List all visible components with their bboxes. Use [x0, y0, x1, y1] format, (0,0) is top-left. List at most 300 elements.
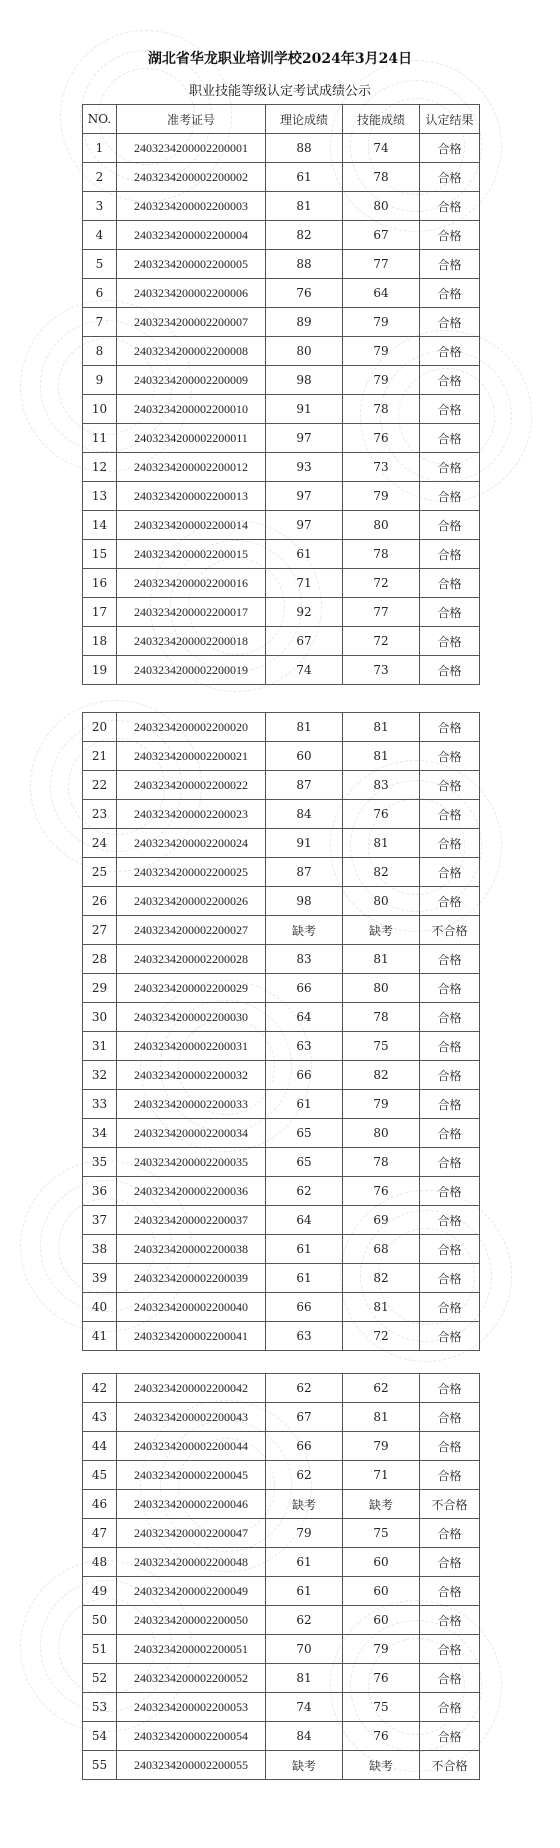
- row-no: 9: [83, 366, 117, 395]
- exam-id: 2403234200002200039: [117, 1264, 266, 1293]
- exam-id: 2403234200002200049: [117, 1577, 266, 1606]
- table-row: [83, 916, 480, 945]
- row-no: 6: [83, 279, 117, 308]
- result: 合格: [420, 250, 480, 279]
- theory-score: 79: [266, 1519, 343, 1548]
- table-row: [83, 1577, 480, 1606]
- skill-score: 60: [343, 1606, 420, 1635]
- exam-id: 2403234200002200002: [117, 163, 266, 192]
- skill-score: 79: [343, 308, 420, 337]
- theory-score: 98: [266, 887, 343, 916]
- row-no: 35: [83, 1148, 117, 1177]
- score-table-part-3: [82, 1373, 480, 1780]
- theory-score: 66: [266, 1293, 343, 1322]
- exam-id: 2403234200002200030: [117, 1003, 266, 1032]
- theory-score: 67: [266, 1403, 343, 1432]
- result: 合格: [420, 887, 480, 916]
- theory-score: 97: [266, 424, 343, 453]
- table-row: [83, 134, 480, 163]
- row-no: 42: [83, 1374, 117, 1403]
- exam-id: 2403234200002200018: [117, 627, 266, 656]
- row-no: 3: [83, 192, 117, 221]
- theory-score: 91: [266, 395, 343, 424]
- theory-score: 74: [266, 1693, 343, 1722]
- skill-score: 80: [343, 1119, 420, 1148]
- result: 合格: [420, 1264, 480, 1293]
- skill-score: 79: [343, 482, 420, 511]
- row-no: 14: [83, 511, 117, 540]
- exam-id: 2403234200002200015: [117, 540, 266, 569]
- skill-score: 79: [343, 1090, 420, 1119]
- theory-score: 84: [266, 800, 343, 829]
- skill-score: 81: [343, 945, 420, 974]
- row-no: 29: [83, 974, 117, 1003]
- exam-id: 2403234200002200031: [117, 1032, 266, 1061]
- skill-score: 83: [343, 771, 420, 800]
- table-row: [83, 540, 480, 569]
- skill-score: 71: [343, 1461, 420, 1490]
- skill-score: 67: [343, 221, 420, 250]
- theory-score: 87: [266, 771, 343, 800]
- theory-score: 缺考: [266, 1751, 343, 1780]
- theory-score: 70: [266, 1635, 343, 1664]
- theory-score: 97: [266, 482, 343, 511]
- skill-score: 81: [343, 713, 420, 742]
- exam-id: 2403234200002200029: [117, 974, 266, 1003]
- result: 合格: [420, 134, 480, 163]
- table-row: [83, 1693, 480, 1722]
- skill-score: 79: [343, 1432, 420, 1461]
- theory-score: 60: [266, 742, 343, 771]
- exam-id: 2403234200002200004: [117, 221, 266, 250]
- table-row: [83, 1606, 480, 1635]
- row-no: 2: [83, 163, 117, 192]
- skill-score: 68: [343, 1235, 420, 1264]
- result: 合格: [420, 1519, 480, 1548]
- result: 合格: [420, 163, 480, 192]
- skill-score: 78: [343, 395, 420, 424]
- table-row: [83, 1264, 480, 1293]
- row-no: 17: [83, 598, 117, 627]
- header-theory-score: 理论成绩: [266, 105, 343, 134]
- exam-id: 2403234200002200001: [117, 134, 266, 163]
- skill-score: 81: [343, 742, 420, 771]
- skill-score: 79: [343, 1635, 420, 1664]
- table-row: [83, 1177, 480, 1206]
- skill-score: 79: [343, 337, 420, 366]
- exam-id: 2403234200002200054: [117, 1722, 266, 1751]
- result: 合格: [420, 771, 480, 800]
- row-no: 23: [83, 800, 117, 829]
- result: 合格: [420, 858, 480, 887]
- table-row: [83, 1374, 480, 1403]
- theory-score: 64: [266, 1003, 343, 1032]
- skill-score: 72: [343, 569, 420, 598]
- table-row: [83, 1090, 480, 1119]
- row-no: 5: [83, 250, 117, 279]
- result: 合格: [420, 569, 480, 598]
- table-row: [83, 482, 480, 511]
- theory-score: 82: [266, 221, 343, 250]
- result: 合格: [420, 1606, 480, 1635]
- exam-id: 2403234200002200034: [117, 1119, 266, 1148]
- result: 合格: [420, 395, 480, 424]
- exam-id: 2403234200002200020: [117, 713, 266, 742]
- exam-id: 2403234200002200026: [117, 887, 266, 916]
- exam-id: 2403234200002200011: [117, 424, 266, 453]
- row-no: 32: [83, 1061, 117, 1090]
- table-row: [83, 1032, 480, 1061]
- exam-id: 2403234200002200032: [117, 1061, 266, 1090]
- skill-score: 76: [343, 1664, 420, 1693]
- exam-id: 2403234200002200009: [117, 366, 266, 395]
- exam-id: 2403234200002200035: [117, 1148, 266, 1177]
- table-row: [83, 1119, 480, 1148]
- header-no: NO.: [83, 105, 117, 134]
- skill-score: 80: [343, 974, 420, 1003]
- result: 合格: [420, 1635, 480, 1664]
- table-row: [83, 1403, 480, 1432]
- row-no: 36: [83, 1177, 117, 1206]
- theory-score: 61: [266, 1264, 343, 1293]
- row-no: 44: [83, 1432, 117, 1461]
- theory-score: 92: [266, 598, 343, 627]
- table-row: [83, 453, 480, 482]
- table-row: [83, 1003, 480, 1032]
- table-row: [83, 974, 480, 1003]
- exam-id: 2403234200002200023: [117, 800, 266, 829]
- result: 不合格: [420, 1751, 480, 1780]
- skill-score: 81: [343, 829, 420, 858]
- row-no: 46: [83, 1490, 117, 1519]
- skill-score: 80: [343, 511, 420, 540]
- table-row: [83, 395, 480, 424]
- result: 合格: [420, 1693, 480, 1722]
- theory-score: 80: [266, 337, 343, 366]
- theory-score: 61: [266, 1577, 343, 1606]
- result: 合格: [420, 627, 480, 656]
- row-no: 53: [83, 1693, 117, 1722]
- theory-score: 83: [266, 945, 343, 974]
- result: 合格: [420, 337, 480, 366]
- table-row: [83, 1206, 480, 1235]
- result: 合格: [420, 1432, 480, 1461]
- result: 合格: [420, 1374, 480, 1403]
- skill-score: 60: [343, 1548, 420, 1577]
- table-row: [83, 1664, 480, 1693]
- skill-score: 75: [343, 1519, 420, 1548]
- result: 合格: [420, 742, 480, 771]
- theory-score: 67: [266, 627, 343, 656]
- table-body-part-1: [83, 134, 480, 685]
- row-no: 38: [83, 1235, 117, 1264]
- result: 合格: [420, 1090, 480, 1119]
- theory-score: 缺考: [266, 916, 343, 945]
- row-no: 12: [83, 453, 117, 482]
- exam-id: 2403234200002200022: [117, 771, 266, 800]
- theory-score: 98: [266, 366, 343, 395]
- skill-score: 78: [343, 1148, 420, 1177]
- skill-score: 81: [343, 1293, 420, 1322]
- row-no: 43: [83, 1403, 117, 1432]
- result: 合格: [420, 598, 480, 627]
- skill-score: 75: [343, 1032, 420, 1061]
- table-row: [83, 829, 480, 858]
- table-row: [83, 192, 480, 221]
- table-row: [83, 713, 480, 742]
- table-row: [83, 800, 480, 829]
- result: 合格: [420, 1548, 480, 1577]
- skill-score: 74: [343, 134, 420, 163]
- exam-id: 2403234200002200052: [117, 1664, 266, 1693]
- exam-id: 2403234200002200053: [117, 1693, 266, 1722]
- theory-score: 74: [266, 656, 343, 685]
- result: 合格: [420, 656, 480, 685]
- table-row: [83, 250, 480, 279]
- table-row: [83, 656, 480, 685]
- row-no: 39: [83, 1264, 117, 1293]
- result: 合格: [420, 1032, 480, 1061]
- skill-score: 60: [343, 1577, 420, 1606]
- theory-score: 61: [266, 163, 343, 192]
- row-no: 52: [83, 1664, 117, 1693]
- header-exam-id: 准考证号: [117, 105, 266, 134]
- theory-score: 76: [266, 279, 343, 308]
- table-row: [83, 887, 480, 916]
- row-no: 7: [83, 308, 117, 337]
- table-row: [83, 1235, 480, 1264]
- exam-id: 2403234200002200046: [117, 1490, 266, 1519]
- table-row: [83, 1061, 480, 1090]
- row-no: 13: [83, 482, 117, 511]
- exam-id: 2403234200002200017: [117, 598, 266, 627]
- row-no: 28: [83, 945, 117, 974]
- table-row: [83, 945, 480, 974]
- skill-score: 73: [343, 656, 420, 685]
- row-no: 45: [83, 1461, 117, 1490]
- theory-score: 64: [266, 1206, 343, 1235]
- theory-score: 71: [266, 569, 343, 598]
- theory-score: 65: [266, 1119, 343, 1148]
- result: 合格: [420, 453, 480, 482]
- result: 合格: [420, 1206, 480, 1235]
- skill-score: 79: [343, 366, 420, 395]
- exam-id: 2403234200002200033: [117, 1090, 266, 1119]
- row-no: 40: [83, 1293, 117, 1322]
- table-row: [83, 308, 480, 337]
- row-no: 20: [83, 713, 117, 742]
- result: 合格: [420, 974, 480, 1003]
- exam-id: 2403234200002200005: [117, 250, 266, 279]
- score-table-part-1: [82, 104, 480, 685]
- result: 合格: [420, 1403, 480, 1432]
- row-no: 15: [83, 540, 117, 569]
- table-body-part-3: [83, 1374, 480, 1780]
- row-no: 37: [83, 1206, 117, 1235]
- result: 合格: [420, 1664, 480, 1693]
- theory-score: 88: [266, 250, 343, 279]
- row-no: 51: [83, 1635, 117, 1664]
- exam-id: 2403234200002200008: [117, 337, 266, 366]
- skill-score: 80: [343, 192, 420, 221]
- table-row: [83, 1490, 480, 1519]
- table-row: [83, 279, 480, 308]
- skill-score: 76: [343, 1722, 420, 1751]
- table-row: [83, 337, 480, 366]
- result: 合格: [420, 366, 480, 395]
- skill-score: 73: [343, 453, 420, 482]
- header-skill-score: 技能成绩: [343, 105, 420, 134]
- exam-id: 2403234200002200047: [117, 1519, 266, 1548]
- theory-score: 66: [266, 1061, 343, 1090]
- table-row: [83, 1322, 480, 1351]
- skill-score: 76: [343, 1177, 420, 1206]
- theory-score: 84: [266, 1722, 343, 1751]
- result: 不合格: [420, 916, 480, 945]
- table-row: [83, 511, 480, 540]
- theory-score: 66: [266, 1432, 343, 1461]
- table-row: [83, 163, 480, 192]
- table-row: [83, 1148, 480, 1177]
- skill-score: 82: [343, 1264, 420, 1293]
- table-row: [83, 771, 480, 800]
- skill-score: 72: [343, 627, 420, 656]
- exam-id: 2403234200002200021: [117, 742, 266, 771]
- exam-id: 2403234200002200043: [117, 1403, 266, 1432]
- result: 不合格: [420, 1490, 480, 1519]
- exam-id: 2403234200002200036: [117, 1177, 266, 1206]
- result: 合格: [420, 308, 480, 337]
- table-row: [83, 1432, 480, 1461]
- skill-score: 76: [343, 800, 420, 829]
- exam-id: 2403234200002200010: [117, 395, 266, 424]
- row-no: 25: [83, 858, 117, 887]
- table-row: [83, 627, 480, 656]
- exam-id: 2403234200002200042: [117, 1374, 266, 1403]
- theory-score: 81: [266, 713, 343, 742]
- theory-score: 81: [266, 1664, 343, 1693]
- skill-score: 81: [343, 1403, 420, 1432]
- table-row: [83, 221, 480, 250]
- table-row: [83, 366, 480, 395]
- table-header-row: [83, 105, 480, 134]
- result: 合格: [420, 829, 480, 858]
- row-no: 4: [83, 221, 117, 250]
- result: 合格: [420, 713, 480, 742]
- row-no: 24: [83, 829, 117, 858]
- result: 合格: [420, 482, 480, 511]
- exam-id: 2403234200002200038: [117, 1235, 266, 1264]
- theory-score: 89: [266, 308, 343, 337]
- skill-score: 缺考: [343, 916, 420, 945]
- result: 合格: [420, 1148, 480, 1177]
- row-no: 22: [83, 771, 117, 800]
- theory-score: 61: [266, 1548, 343, 1577]
- exam-id: 2403234200002200055: [117, 1751, 266, 1780]
- table-row: [83, 1519, 480, 1548]
- result: 合格: [420, 800, 480, 829]
- exam-id: 2403234200002200040: [117, 1293, 266, 1322]
- row-no: 41: [83, 1322, 117, 1351]
- result: 合格: [420, 1293, 480, 1322]
- table-row: [83, 1751, 480, 1780]
- skill-score: 80: [343, 887, 420, 916]
- table-row: [83, 569, 480, 598]
- exam-id: 2403234200002200051: [117, 1635, 266, 1664]
- skill-score: 64: [343, 279, 420, 308]
- exam-id: 2403234200002200024: [117, 829, 266, 858]
- exam-id: 2403234200002200045: [117, 1461, 266, 1490]
- skill-score: 75: [343, 1693, 420, 1722]
- theory-score: 62: [266, 1177, 343, 1206]
- result: 合格: [420, 1722, 480, 1751]
- result: 合格: [420, 1235, 480, 1264]
- exam-id: 2403234200002200012: [117, 453, 266, 482]
- result: 合格: [420, 1177, 480, 1206]
- skill-score: 76: [343, 424, 420, 453]
- exam-id: 2403234200002200003: [117, 192, 266, 221]
- skill-score: 77: [343, 598, 420, 627]
- row-no: 26: [83, 887, 117, 916]
- document-subtitle: 职业技能等级认定考试成绩公示: [188, 84, 371, 99]
- row-no: 50: [83, 1606, 117, 1635]
- theory-score: 62: [266, 1606, 343, 1635]
- exam-id: 2403234200002200007: [117, 308, 266, 337]
- row-no: 11: [83, 424, 117, 453]
- theory-score: 62: [266, 1374, 343, 1403]
- exam-id: 2403234200002200006: [117, 279, 266, 308]
- document-title: 湖北省华龙职业培训学校2024年3月24日: [147, 51, 413, 67]
- row-no: 19: [83, 656, 117, 685]
- theory-score: 63: [266, 1032, 343, 1061]
- row-no: 55: [83, 1751, 117, 1780]
- exam-id: 2403234200002200037: [117, 1206, 266, 1235]
- skill-score: 缺考: [343, 1751, 420, 1780]
- table-row: [83, 858, 480, 887]
- table-row: [83, 1722, 480, 1751]
- exam-id: 2403234200002200014: [117, 511, 266, 540]
- skill-score: 69: [343, 1206, 420, 1235]
- result: 合格: [420, 279, 480, 308]
- theory-score: 81: [266, 192, 343, 221]
- theory-score: 65: [266, 1148, 343, 1177]
- row-no: 18: [83, 627, 117, 656]
- result: 合格: [420, 192, 480, 221]
- skill-score: 62: [343, 1374, 420, 1403]
- table-row: [83, 1635, 480, 1664]
- result: 合格: [420, 945, 480, 974]
- row-no: 48: [83, 1548, 117, 1577]
- row-no: 31: [83, 1032, 117, 1061]
- theory-score: 87: [266, 858, 343, 887]
- row-no: 30: [83, 1003, 117, 1032]
- exam-id: 2403234200002200019: [117, 656, 266, 685]
- theory-score: 61: [266, 540, 343, 569]
- theory-score: 61: [266, 1090, 343, 1119]
- result: 合格: [420, 511, 480, 540]
- result: 合格: [420, 221, 480, 250]
- table-body-part-2: [83, 713, 480, 1351]
- exam-id: 2403234200002200048: [117, 1548, 266, 1577]
- exam-id: 2403234200002200028: [117, 945, 266, 974]
- row-no: 33: [83, 1090, 117, 1119]
- skill-score: 78: [343, 1003, 420, 1032]
- table-row: [83, 742, 480, 771]
- exam-id: 2403234200002200041: [117, 1322, 266, 1351]
- row-no: 8: [83, 337, 117, 366]
- row-no: 47: [83, 1519, 117, 1548]
- theory-score: 缺考: [266, 1490, 343, 1519]
